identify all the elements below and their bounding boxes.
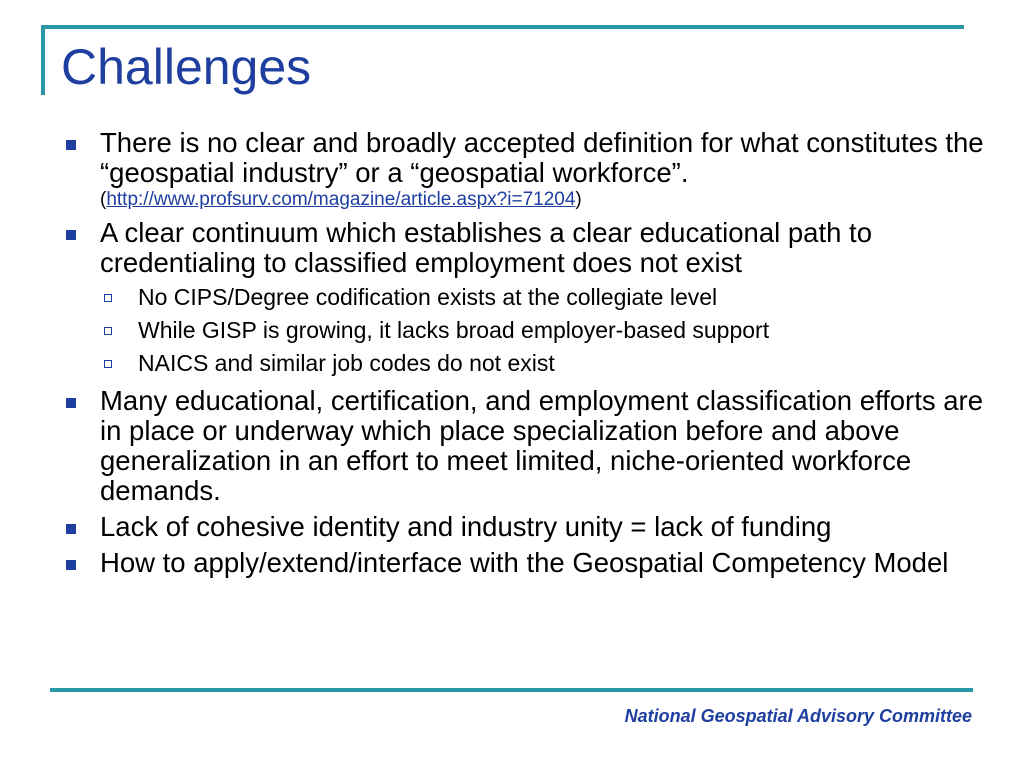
bullet-item-competency-model (60, 548, 1000, 578)
hollow-square-bullet-icon (104, 327, 112, 335)
footer-organization: National Geospatial Advisory Committee (624, 706, 972, 726)
sub-bullet-item (100, 347, 1000, 380)
citation-link[interactable]: http://www.profsurv.com/magazine/article.aspx?i=71204 (106, 189, 576, 210)
square-bullet-icon (66, 140, 76, 150)
citation-open-paren: ( (100, 189, 107, 210)
square-bullet-icon (66, 398, 76, 408)
hollow-square-bullet-icon (104, 294, 112, 302)
sub-bullet-text: No CIPS/Degree codification exists at the collegiate level (138, 284, 718, 310)
sub-bullet-text: While GISP is growing, it lacks broad employer-based support (138, 317, 770, 343)
square-bullet-icon (66, 230, 76, 240)
bullet-text: A clear continuum which establishes a clear educational path to credentialing to classified employment does not exist (100, 217, 872, 278)
bullet-item-identity (60, 512, 1000, 542)
bullet-item-definition (60, 128, 1000, 212)
citation-close-paren: ) (575, 189, 582, 210)
bullet-text: How to apply/extend/interface with the Geospatial Competency Model (100, 547, 949, 578)
sub-bullet-list (100, 281, 1000, 380)
bullet-text: Many educational, certification, and employment classification efforts are in place or underway which place specialization before and above generalization in an effort to meet limited, niche-oriented workforce demands. (100, 385, 983, 506)
frame-bottom-line (50, 688, 973, 692)
slide-title: Challenges (61, 39, 312, 95)
frame-left-line (41, 25, 45, 95)
square-bullet-icon (66, 560, 76, 570)
bullet-text: Lack of cohesive identity and industry unity = lack of funding (100, 511, 832, 542)
bullet-item-specialization (60, 386, 1000, 506)
sub-bullet-item (100, 281, 1000, 314)
citation (100, 188, 1000, 212)
bullet-list (60, 128, 1000, 584)
sub-bullet-text: NAICS and similar job codes do not exist (138, 350, 555, 376)
sub-bullet-item (100, 314, 1000, 347)
bullet-text: There is no clear and broadly accepted definition for what constitutes the “geospatial industry” or a “geospatial workforce”. (100, 127, 984, 188)
hollow-square-bullet-icon (104, 360, 112, 368)
frame-top-line (41, 25, 964, 29)
square-bullet-icon (66, 524, 76, 534)
bullet-item-continuum (60, 218, 1000, 380)
